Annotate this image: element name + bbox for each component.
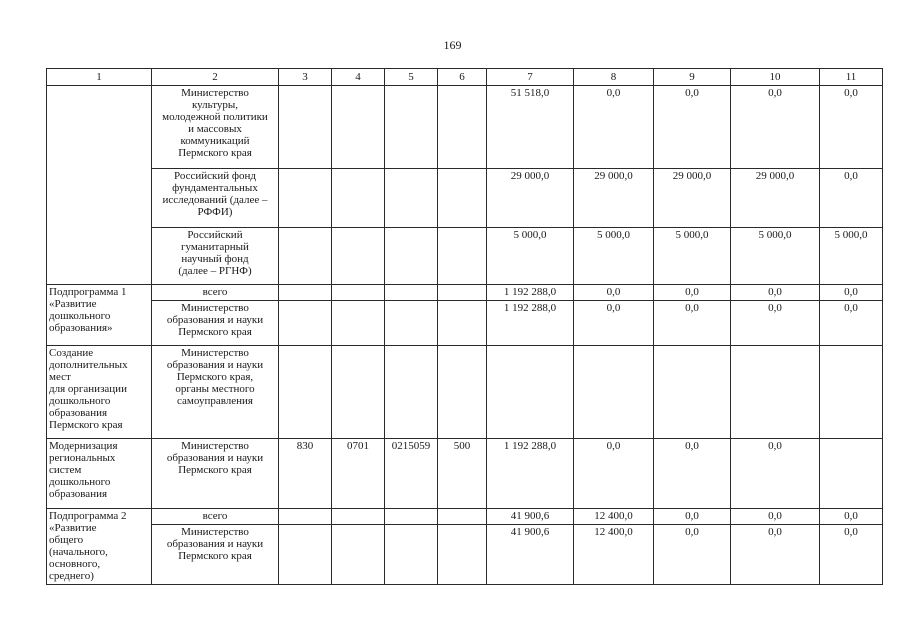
cell-c8: 0,0 [574, 301, 654, 346]
cell-c5 [385, 509, 438, 525]
cell-c3 [279, 346, 332, 439]
cell-c10 [731, 346, 820, 439]
col-header-11: 11 [820, 69, 883, 86]
col-header-3: 3 [279, 69, 332, 86]
cell-executor: всего [152, 285, 279, 301]
cell-program [47, 509, 152, 585]
cell-c9: 0,0 [654, 86, 731, 169]
cell-c3 [279, 509, 332, 525]
cell-c5 [385, 86, 438, 169]
cell-c4 [332, 525, 385, 585]
table-row [47, 346, 883, 439]
executor-text: Министерство образования и науки Пермского края [166, 302, 264, 338]
executor-text: Министерство образования и науки Пермского края [166, 526, 264, 562]
cell-c8: 12 400,0 [574, 509, 654, 525]
col-header-5: 5 [385, 69, 438, 86]
cell-c8: 5 000,0 [574, 228, 654, 285]
cell-c4 [332, 285, 385, 301]
cell-c6 [438, 86, 487, 169]
cell-c5 [385, 301, 438, 346]
cell-program [47, 439, 152, 509]
cell-c7: 1 192 288,0 [487, 285, 574, 301]
cell-c10: 29 000,0 [731, 169, 820, 228]
executor-text: Министерство культуры, молодежной политики и массовых коммуникаций Пермского края [162, 87, 268, 159]
cell-c4 [332, 346, 385, 439]
cell-c7: 5 000,0 [487, 228, 574, 285]
cell-c4 [332, 228, 385, 285]
cell-c11: 0,0 [820, 509, 883, 525]
cell-c10: 0,0 [731, 509, 820, 525]
cell-c7: 41 900,6 [487, 525, 574, 585]
program-text: Подпрограмма 1 «Развитие дошкольного образования» [49, 286, 127, 334]
cell-c5 [385, 346, 438, 439]
program-text: Подпрограмма 2 «Развитие общего (начального, основного, среднего) [49, 510, 127, 582]
header-row [47, 69, 883, 86]
cell-c3 [279, 169, 332, 228]
cell-c9: 5 000,0 [654, 228, 731, 285]
cell-c8: 12 400,0 [574, 525, 654, 585]
cell-c6 [438, 301, 487, 346]
page-number: 169 [443, 38, 462, 52]
cell-c5 [385, 285, 438, 301]
cell-executor [152, 439, 279, 509]
cell-c3 [279, 301, 332, 346]
cell-c6 [438, 228, 487, 285]
executor-text: Министерство образования и науки Пермского края, органы местного самоуправления [166, 347, 264, 407]
cell-executor [152, 301, 279, 346]
cell-executor [152, 346, 279, 439]
cell-c11: 0,0 [820, 86, 883, 169]
cell-c3 [279, 525, 332, 585]
cell-c11: 0,0 [820, 525, 883, 585]
table-row [47, 228, 883, 285]
cell-c7: 1 192 288,0 [487, 439, 574, 509]
cell-c8: 0,0 [574, 285, 654, 301]
cell-c5 [385, 228, 438, 285]
cell-c11: 0,0 [820, 169, 883, 228]
cell-c6 [438, 169, 487, 228]
cell-c4 [332, 301, 385, 346]
cell-program [47, 86, 152, 285]
cell-c9: 0,0 [654, 439, 731, 509]
cell-c7 [487, 346, 574, 439]
cell-c6 [438, 509, 487, 525]
col-header-6: 6 [438, 69, 487, 86]
cell-c10: 5 000,0 [731, 228, 820, 285]
cell-c11: 0,0 [820, 301, 883, 346]
cell-c4 [332, 86, 385, 169]
cell-c9: 0,0 [654, 525, 731, 585]
budget-table [46, 68, 883, 585]
executor-text: Российский гуманитарный научный фонд (далее – РГНФ) [178, 229, 252, 277]
cell-c10: 0,0 [731, 525, 820, 585]
cell-c9: 0,0 [654, 301, 731, 346]
cell-c7: 41 900,6 [487, 509, 574, 525]
table-row [47, 439, 883, 509]
col-header-8: 8 [574, 69, 654, 86]
cell-c11 [820, 346, 883, 439]
cell-c5: 0215059 [385, 439, 438, 509]
cell-c10: 0,0 [731, 86, 820, 169]
cell-c4 [332, 169, 385, 228]
cell-c5 [385, 525, 438, 585]
cell-c10: 0,0 [731, 301, 820, 346]
cell-c9: 0,0 [654, 509, 731, 525]
cell-executor [152, 86, 279, 169]
table-row [47, 301, 883, 346]
cell-program [47, 346, 152, 439]
cell-executor [152, 169, 279, 228]
table-row [47, 86, 883, 169]
cell-c9 [654, 346, 731, 439]
program-text: Модернизация региональных систем дошкольного образования [49, 440, 118, 500]
executor-text: Министерство образования и науки Пермского края [166, 440, 264, 476]
cell-c6 [438, 285, 487, 301]
cell-c7: 29 000,0 [487, 169, 574, 228]
cell-program [47, 285, 152, 346]
cell-c8 [574, 346, 654, 439]
table-row [47, 509, 883, 525]
cell-c8: 0,0 [574, 86, 654, 169]
table-row [47, 285, 883, 301]
cell-executor [152, 228, 279, 285]
col-header-7: 7 [487, 69, 574, 86]
col-header-2: 2 [152, 69, 279, 86]
cell-executor [152, 525, 279, 585]
cell-c9: 0,0 [654, 285, 731, 301]
col-header-4: 4 [332, 69, 385, 86]
cell-c6 [438, 346, 487, 439]
executor-text: Российский фонд фундаментальных исследований (далее – РФФИ) [162, 170, 268, 218]
cell-c4 [332, 509, 385, 525]
table-row [47, 169, 883, 228]
cell-c11: 5 000,0 [820, 228, 883, 285]
cell-c10: 0,0 [731, 285, 820, 301]
col-header-10: 10 [731, 69, 820, 86]
cell-c3 [279, 285, 332, 301]
cell-executor: всего [152, 509, 279, 525]
cell-c4: 0701 [332, 439, 385, 509]
cell-c10: 0,0 [731, 439, 820, 509]
cell-c3 [279, 228, 332, 285]
cell-c11 [820, 439, 883, 509]
cell-c3: 830 [279, 439, 332, 509]
cell-c9: 29 000,0 [654, 169, 731, 228]
table-row [47, 525, 883, 585]
cell-c5 [385, 169, 438, 228]
cell-c11: 0,0 [820, 285, 883, 301]
col-header-9: 9 [654, 69, 731, 86]
cell-c8: 29 000,0 [574, 169, 654, 228]
cell-c7: 1 192 288,0 [487, 301, 574, 346]
cell-c6: 500 [438, 439, 487, 509]
col-header-1: 1 [47, 69, 152, 86]
cell-c7: 51 518,0 [487, 86, 574, 169]
cell-c8: 0,0 [574, 439, 654, 509]
cell-c6 [438, 525, 487, 585]
cell-c3 [279, 86, 332, 169]
program-text: Создание дополнительных мест для организации дошкольного образования Пермского края [49, 347, 128, 431]
